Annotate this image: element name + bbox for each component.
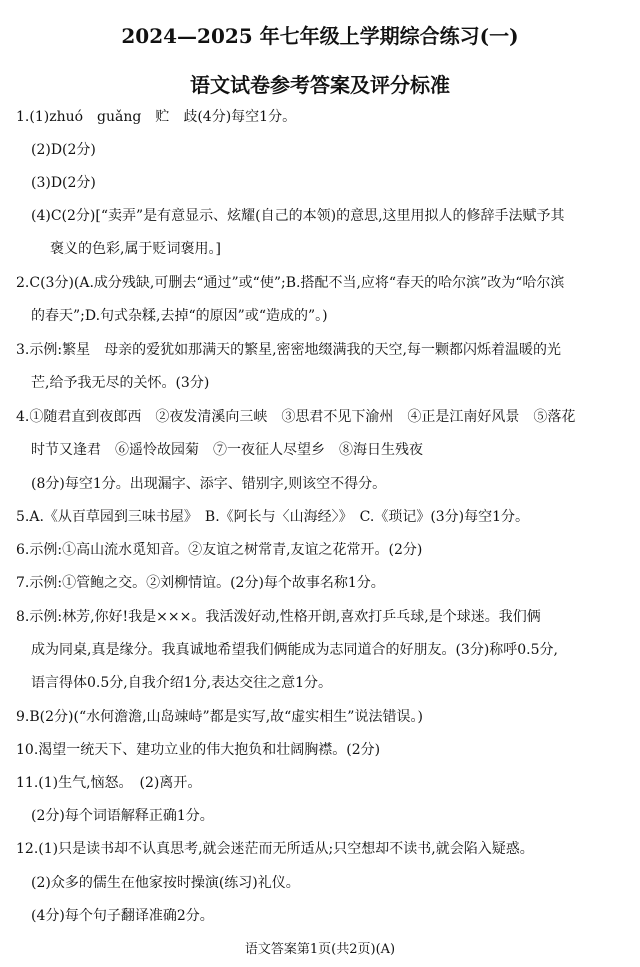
answer-line: 3.示例:繁星 母亲的爱犹如那满天的繁星,密密地缀满我的天空,每一颗都闪烁着温暖的光 <box>16 342 561 358</box>
answer-line: 褒义的色彩,属于贬词褒用。] <box>50 241 221 257</box>
answer-line: (3)D(2分) <box>31 175 96 191</box>
answer-line: 芒,给予我无尽的关怀。(3分) <box>31 375 210 391</box>
answer-line: 时节又逢君 ⑥遥怜故园菊 ⑦一夜征人尽望乡 ⑧海日生残夜 <box>31 442 423 458</box>
answer-line: 10.渴望一统天下、建功立业的伟大抱负和壮阔胸襟。(2分) <box>16 742 381 758</box>
answer-line: (4)C(2分)[“卖弄”是有意显示、炫耀(自己的本领)的意思,这里用拟人的修辞手法赋予其 <box>31 208 565 224</box>
answer-line: 11.(1)生气,恼怒。 (2)离开。 <box>16 775 202 791</box>
answer-line: 2.C(3分)(A.成分残缺,可删去“通过”或“使”;B.搭配不当,应将“春天的哈尔滨”改为“哈尔滨 <box>16 275 565 291</box>
answer-line: 8.示例:林芳,你好!我是×××。我活泼好动,性格开朗,喜欢打乒乓球,是个球迷。我们俩 <box>16 609 541 625</box>
answer-line: (4分)每个句子翻译准确2分。 <box>31 908 214 924</box>
answer-line: 5.A.《从百草园到三味书屋》 B.《阿长与〈山海经〉》 C.《琐记》(3分)每空1分。 <box>16 509 530 525</box>
exam-title: 2024—2025 年七年级上学期综合练习(一) <box>121 24 519 48</box>
answer-line: 7.示例:①管鲍之交。②刘柳情谊。(2分)每个故事名称1分。 <box>16 575 385 591</box>
answer-line: 1.(1)zhuó guǎng 贮 歧(4分)每空1分。 <box>16 109 297 125</box>
answer-line: 成为同桌,真是缘分。我真诚地希望我们俩能成为志同道合的好朋友。(3分)称呼0.5分, <box>31 642 558 658</box>
answer-line: 语言得体0.5分,自我介绍1分,表达交往之意1分。 <box>31 675 332 691</box>
answer-line: (2)众多的儒生在他家按时操演(练习)礼仪。 <box>31 875 300 891</box>
answer-line: (2)D(2分) <box>31 142 96 158</box>
page-footer: 语文答案第1页(共2页)(A) <box>244 942 396 957</box>
answer-line: 的春天”;D.句式杂糅,去掉“的原因”或“造成的”。) <box>31 308 328 324</box>
answer-line: 9.B(2分)(“水何澹澹,山岛竦峙”都是实写,故“虚实相生”说法错误。) <box>16 709 423 725</box>
answer-line: (8分)每空1分。出现漏字、添字、错别字,则该空不得分。 <box>31 476 387 492</box>
answer-line: 6.示例:①高山流水觅知音。②友谊之树常青,友谊之花常开。(2分) <box>16 542 423 558</box>
answer-line: (2分)每个词语解释正确1分。 <box>31 808 214 824</box>
answer-line: 4.①随君直到夜郎西 ②夜发清溪向三峡 ③思君不见下渝州 ④正是江南好风景 ⑤落花 <box>16 409 576 425</box>
answer-key-title: 语文试卷参考答案及评分标准 <box>190 73 450 97</box>
answer-line: 12.(1)只是读书却不认真思考,就会迷茫而无所适从;只空想却不读书,就会陷入疑惑。 <box>16 841 534 857</box>
